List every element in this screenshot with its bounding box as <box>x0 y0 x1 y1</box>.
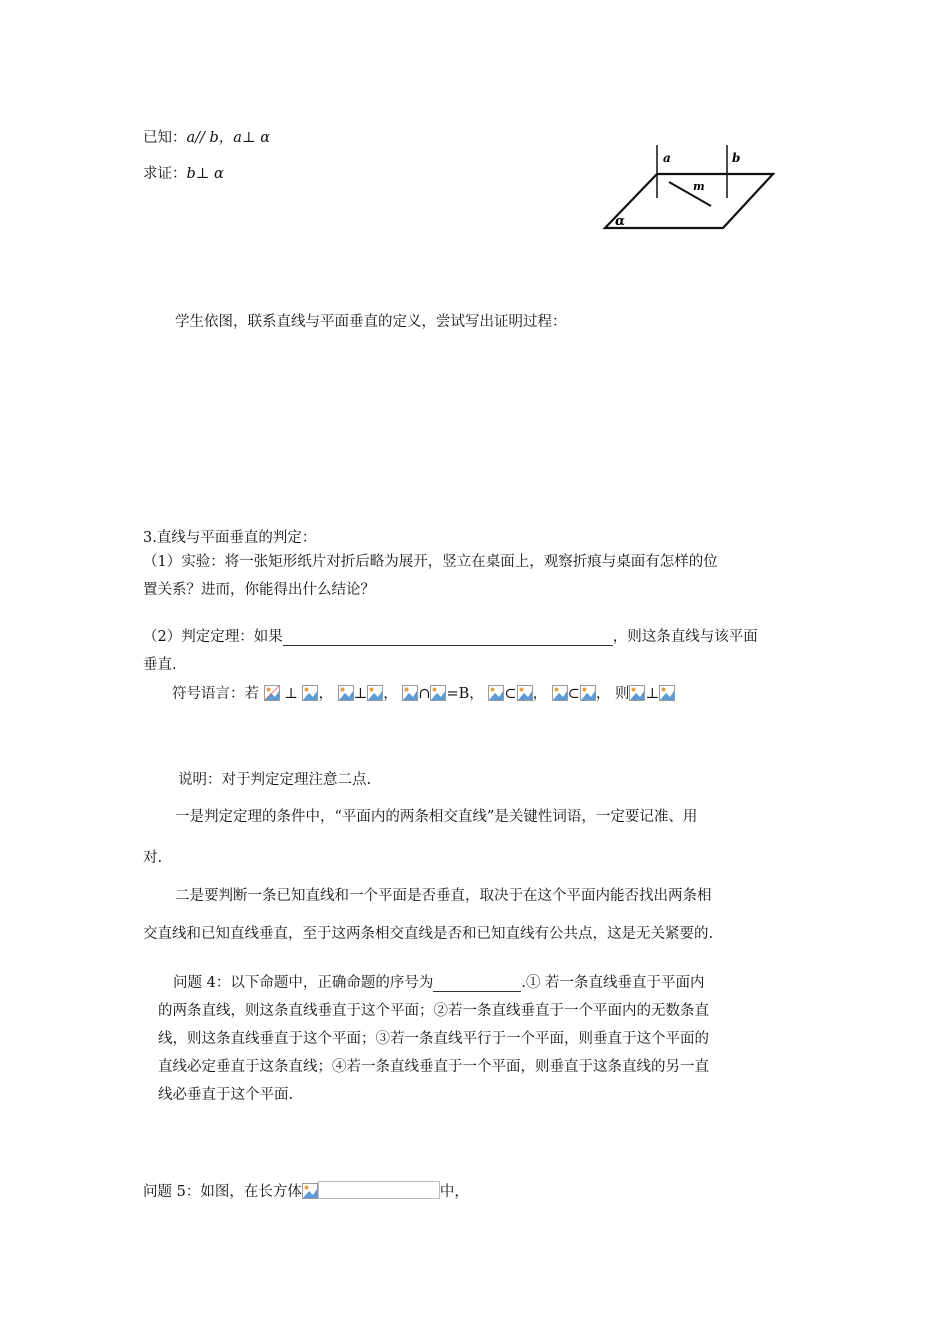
question4-line3: 线，则这条直线垂直于这个平面；③若一条直线平行于一个平面，则垂直于这个平面的 <box>158 1031 709 1047</box>
symbol-language-line <box>172 682 675 703</box>
broken-image-icon <box>430 685 446 701</box>
subset-symbol-1: ⊂ <box>504 686 517 702</box>
question5-suffix: 中， <box>439 1184 469 1200</box>
label-a: a <box>663 151 671 165</box>
subset-symbol-2: ⊂ <box>567 686 580 702</box>
theorem-line2: 垂直. <box>143 657 177 673</box>
question5-prefix: 问题 5：如图，在长方体 <box>143 1184 302 1200</box>
experiment-line2: 置关系？进而，你能得出什么结论？ <box>143 582 375 598</box>
theorem-suffix: ，则这条直线与该平面 <box>612 629 758 645</box>
perp-symbol-2: ⊥ <box>353 686 368 702</box>
prove-expression: b⊥ α <box>186 166 224 182</box>
broken-image-icon <box>402 685 418 701</box>
student-prompt: 学生依图，联系直线与平面垂直的定义，尝试写出证明过程： <box>175 314 567 330</box>
plane-parallel-lines-figure <box>595 140 785 235</box>
given-line <box>143 126 270 147</box>
label-m: m <box>693 180 705 193</box>
then-word: 则 <box>614 686 630 702</box>
plane-alpha-outline <box>605 174 773 228</box>
question5-line <box>143 1180 469 1201</box>
question4-suffix: .① 若一条直线垂直于平面内 <box>521 975 705 991</box>
broken-image-icon <box>659 685 675 701</box>
comma-1: ， <box>318 686 333 702</box>
broken-image-icon <box>580 685 596 701</box>
section3-heading: 3.直线与平面垂直的判定： <box>143 530 317 546</box>
broken-image-icon <box>517 685 533 701</box>
broken-image-icon <box>302 685 318 701</box>
question4-answer-blank[interactable] <box>433 975 521 992</box>
comma-4: ， <box>595 686 611 702</box>
broken-image-icon <box>552 685 568 701</box>
broken-image-icon <box>488 685 504 701</box>
theorem-line1 <box>143 625 758 646</box>
symbol-prefix: 符号语言：若 <box>172 686 259 702</box>
line-m <box>669 182 711 206</box>
broken-image-icon <box>367 685 383 701</box>
theorem-prefix: （2）判定定理：如果 <box>143 629 283 645</box>
question4-line5: 线必垂直于这个平面. <box>158 1087 294 1103</box>
notes-title: 说明：对于判定定理注意二点. <box>178 772 372 788</box>
question4-line2: 的两条直线，则这条直线垂直于这个平面；②若一条直线垂直于一个平面内的无数条直 <box>158 1003 709 1019</box>
note-point2-line2: 交直线和已知直线垂直，至于这两条相交直线是否和已知直线有公共点，这是无关紧要的. <box>143 926 714 942</box>
broken-image-icon <box>264 685 280 701</box>
label-alpha: α <box>615 214 626 229</box>
prove-label: 求证： <box>143 166 187 182</box>
given-label: 已知： <box>143 130 187 146</box>
given-expression: a// b，a⊥ α <box>186 130 270 146</box>
equals-b: =B， <box>446 686 484 702</box>
comma-2: ， <box>383 686 398 702</box>
prove-line <box>143 162 224 183</box>
note-point1-line1: 一是判定定理的条件中，“平面内的两条相交直线”是关键性词语，一定要记准、用 <box>175 809 698 825</box>
broken-image-icon <box>302 1183 318 1199</box>
broken-image-icon <box>338 685 354 701</box>
perp-symbol-3: ⊥ <box>645 686 660 702</box>
intersection-symbol: ∩ <box>418 686 431 702</box>
experiment-line1: （1）实验：将一张矩形纸片对折后略为展开，竖立在桌面上，观察折痕与桌面有怎样的位 <box>143 554 718 570</box>
comma-3: ， <box>532 686 548 702</box>
perp-symbol-1: ⊥ <box>284 686 298 702</box>
question4-line1 <box>173 971 705 992</box>
theorem-blank[interactable] <box>283 629 613 646</box>
question4-prefix: 问题 4：以下命题中，正确命题的序号为 <box>173 975 434 991</box>
broken-image-icon <box>629 685 645 701</box>
note-point1-line2: 对. <box>143 850 163 866</box>
question4-line4: 直线必定垂直于这条直线；④若一条直线垂直于一个平面，则垂直于这条直线的另一直 <box>158 1059 709 1075</box>
label-b: b <box>732 151 741 165</box>
note-point2-line1: 二是要判断一条已知直线和一个平面是否垂直，取决于在这个平面内能否找出两条相 <box>175 888 712 904</box>
cuboid-name-image-box <box>318 1181 440 1199</box>
